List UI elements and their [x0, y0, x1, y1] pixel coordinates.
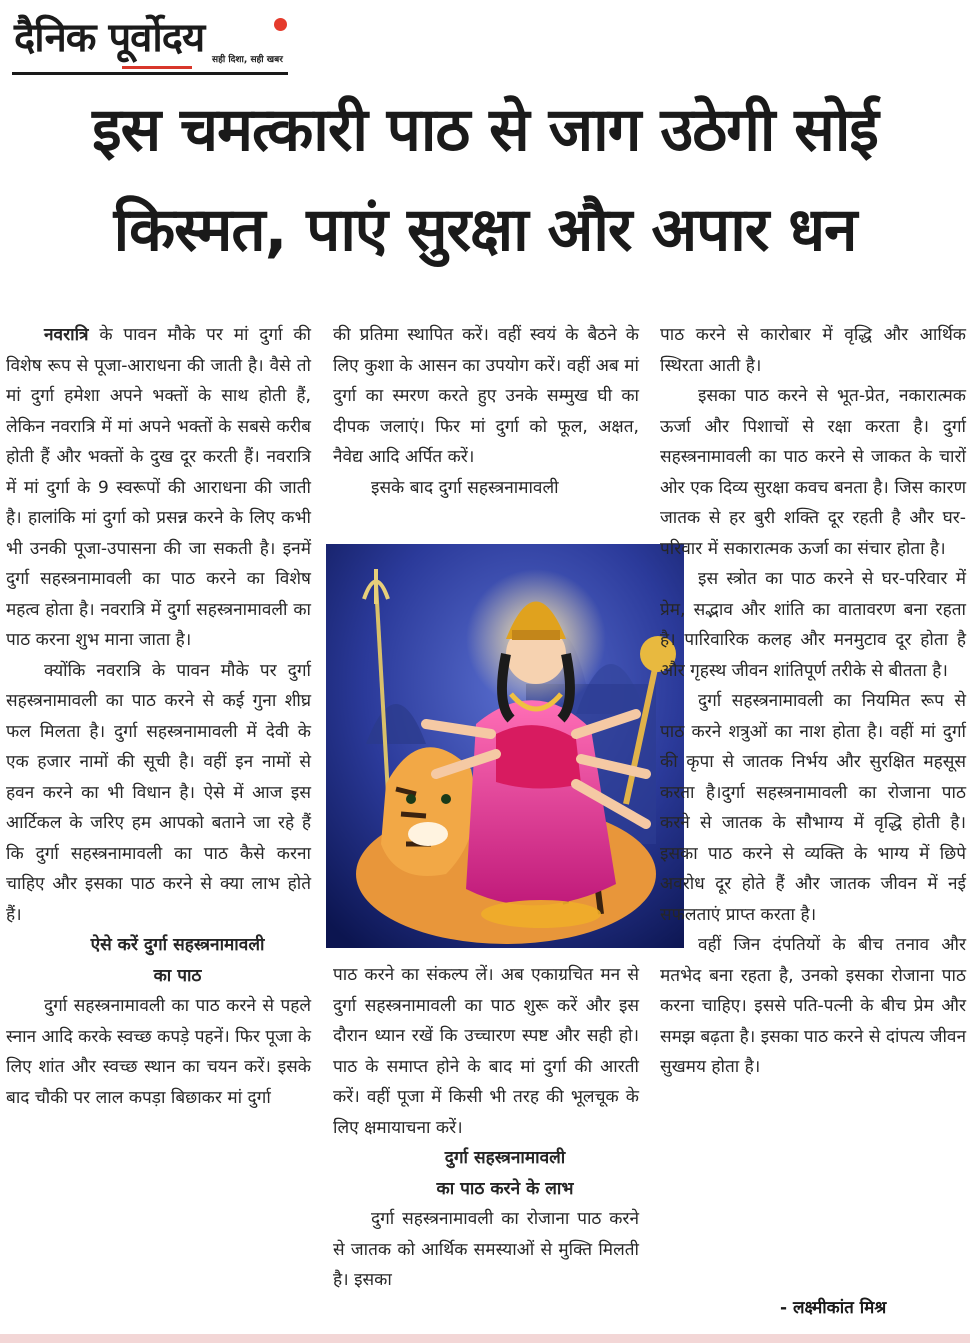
newspaper-logo: दैनिक पूर्वोदय [14, 15, 205, 61]
durga-illustration [326, 544, 684, 948]
paragraph [6, 320, 311, 656]
masthead-accent-rule [122, 66, 192, 69]
paragraph-text: के पावन मौके पर मां दुर्गा की विशेष रूप से पूजा-आराधना की जाती है। वैसे तो मां दुर्गा हमेशा अपने भक्तों के साथ होती हैं, लेकिन नवरात्रि में मां अपने भक्तों के सबसे करीब होती हैं और भक्तों के दुख दूर करती हैं। नवरात्रि में मां दुर्गा के 9 स्वरूपों की आराधना की जाती है। हालांकि मां दुर्गा को प्रसन्न करने के लिए कभी भी उनकी पूजा-उपासना की जा सकती है। इनमें दुर्गा सहस्त्रनामावली का पाठ करने का विशेष महत्व होता है। नवरात्रि में दुर्गा सहस्त्रनामावली का पाठ करना शुभ माना जाता है। [6, 325, 311, 650]
subheading-line-1: ऐसे करें दुर्गा सहस्त्रनामावली [90, 935, 265, 955]
paragraph: पाठ करने से कारोबार में वृद्धि और आर्थिक स्थिरता आती है। [660, 325, 966, 376]
article-column-2-top [333, 320, 639, 503]
paragraph: दुर्गा सहस्त्रनामावली का नियमित रूप से पाठ करने शत्रुओं का नाश होता है। वहीं मां दुर्गा की कृपा से जातक निर्भय और सुरक्षित महसूस करता है।दुर्गा सहस्त्रनामावली का रोजाना पाठ करने से जातक के सौभाग्य में वृद्धि होती है। इसका पाठ करने से व्यक्ति के भाग्य में छिपे अवरोध दूर होते हैं और जातक जीवन में नई सफलताएं प्राप्त करता है। [660, 691, 966, 925]
paragraph: दुर्गा सहस्त्रनामावली का रोजाना पाठ करने से जातक को आर्थिक समस्याओं से मुक्ति मिलती है। इसका [333, 1209, 639, 1290]
durga-photo [326, 544, 684, 948]
masthead-rule [12, 72, 288, 75]
paragraph: इसके बाद दुर्गा सहस्त्रनामावली [371, 477, 559, 498]
paragraph: क्योंकि नवरात्रि के पावन मौके पर दुर्गा सहस्त्रनामावली का पाठ करने से कई गुना शीघ्र फल मिलता है। दुर्गा सहस्त्रनामावली में देवी के एक हजार नामों की सूची है। वहीं इन नामों से हवन करने का भी विधान है। ऐसे में आज इस आर्टिकल के जरिए हम आपको बताने जा रहे हैं कि दुर्गा सहस्त्रनामावली का पाठ कैसे करना चाहिए और इसका पाठ करने से क्या लाभ होते हैं। [6, 660, 311, 925]
paragraph: की प्रतिमा स्थापित करें। वहीं स्वयं के बैठने के लिए कुशा के आसन का उपयोग करें। वहीं अब मां दुर्गा का स्मरण करते हुए उनके सम्मुख घी का दीपक जलाएं। फिर मां दुर्गा को फूल, अक्षत, नैवेद्य आदि अर्पित करें। [333, 325, 639, 467]
page-bottom-bar [0, 1334, 970, 1343]
subheading-line-1: दुर्गा सहस्त्रनामावली [444, 1148, 566, 1168]
subheading-line-2: का पाठ करने के लाभ [436, 1178, 574, 1199]
masthead [12, 8, 288, 72]
paragraph: वहीं जिन दंपतियों के बीच तनाव और मतभेद बना रहता है, उनको इसका रोजाना पाठ करना चाहिए। इससे पति-पत्नी के बीच प्रेम और समझ बढ़ता है। इसका पाठ करने से दांपत्य जीवन सुखमय होता है। [660, 935, 966, 1077]
article-column-1 [6, 320, 311, 1113]
headline-line-2: किस्मत, पाएं सुरक्षा और अपार धन [113, 195, 857, 265]
paragraph: इसका पाठ करने से भूत-प्रेत, नकारात्मक ऊर्जा और पिशाचों से रक्षा करता है। दुर्गा सहस्त्रनामावली का पाठ करने से जाकत के चारों ओर एक दिव्य सुरक्षा कवच बनता है। जिस कारण जातक से हर बुरी शक्ति दूर रहती है और घर-परिवार में सकारात्मक ऊर्जा का संचार होता है। [660, 386, 966, 559]
headline-line-1: इस चमत्कारी पाठ से जाग उठेगी सोई [92, 95, 878, 165]
logo-dot-icon [274, 18, 287, 31]
newspaper-tagline: सही दिशा, सही खबर [212, 55, 283, 65]
article-column-3 [660, 320, 966, 1083]
article-column-2-bottom [333, 960, 639, 1296]
author-byline: - लक्ष्मीकांत मिश्र [780, 1298, 887, 1318]
lead-word: नवरात्रि [44, 325, 89, 345]
paragraph: दुर्गा सहस्त्रनामावली का पाठ करने से पहले स्नान आदि करके स्वच्छ कपड़े पहनें। फिर पूजा के लिए शांत और स्वच्छ स्थान का चयन करें। इसके बाद चौकी पर लाल कपड़ा बिछाकर मां दुर्गा [6, 996, 311, 1108]
paragraph: पाठ करने का संकल्प लें। अब एकाग्रचित मन से दुर्गा सहस्त्रनामावली का पाठ शुरू करें और इस दौरान ध्यान रखें कि उच्चारण स्पष्ट और सही हो। पाठ के समाप्त होने के बाद मां दुर्गा की आरती करें। वहीं पूजा में किसी भी तरह की भूलचूक के लिए क्षमायाचना करें। [333, 965, 639, 1138]
paragraph: इस स्त्रोत का पाठ करने से घर-परिवार में प्रेम, सद्भाव और शांति का वातावरण बना रहता है। पारिवारिक कलह और मनमुटाव दूर होता है और गृहस्थ जीवन शांतिपूर्ण तरीके से बीतता है। [660, 569, 966, 681]
subheading-line-2: का पाठ [153, 965, 202, 986]
